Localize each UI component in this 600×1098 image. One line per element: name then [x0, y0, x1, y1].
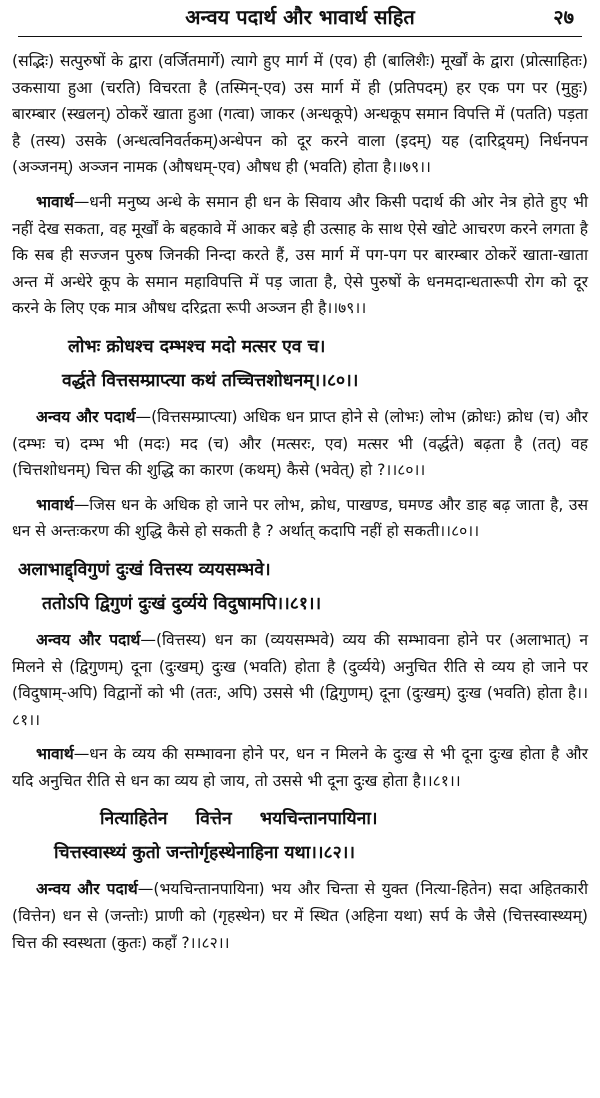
- paragraph-text: —(वित्तसम्प्राप्त्या) अधिक धन प्राप्त होने से (लोभः) लोभ (क्रोधः) क्रोध (च) और (दम्भः च) दम्भ भी (मदः) मद (च) और (मत्सरः, एव) मत्सर भी (वर्द्धते) बढ़ता है (तत्) वह (चित्तशोधनम्) चित्त की शुद्धि का कारण (कथम्) कैसे (भवेत्) हो ?।।८०।।: [12, 407, 588, 480]
- verse-line: अलाभाद्द्विगुणं दुःखं वित्तस्य व्ययसम्भवे।: [18, 559, 271, 580]
- page-number: २७: [553, 5, 574, 29]
- paragraph-text: —धन के व्यय की सम्भावना होने पर, धन न मिलने के दुःख से भी दूना दुःख होता है और यदि अनुचित रीति से धन का व्यय हो जाय, तो उससे भी दूना दुःख होता है।।८१।।: [12, 745, 588, 790]
- verse-line: लोभः क्रोधश्च दम्भश्च मदो मत्सर एव च।: [68, 336, 326, 357]
- section-label: अन्वय और पदार्थ: [36, 630, 141, 649]
- bhavarth-paragraph: [12, 492, 588, 545]
- anvay-paragraph: [12, 404, 588, 484]
- verse-line: चित्तस्वास्थ्यं कुतो जन्तोर्गृहस्थेनाहिना यथा।।८२।।: [54, 843, 355, 864]
- verse-82: [12, 802, 588, 870]
- page-content: [12, 48, 588, 956]
- paragraph-text: —(भयचिन्तानपायिना) भय और चिन्ता से युक्त (नित्या-हितेन) सदा अहितकारी (वित्तेन) धन से (जन्तोः) प्राणी को (गृहस्थेन) घर में स्थित (अहिना यथा) सर्प के जैसे (चित्तस्वास्थ्यम्) चित्त की स्वस्थता (कुतः) कहाँ ?।।८२।।: [12, 880, 588, 952]
- verse-81: [12, 553, 588, 621]
- anvay-paragraph: [12, 627, 588, 733]
- verse-80: [12, 330, 588, 398]
- paragraph-text: —(वित्तस्य) धन का (व्ययसम्भवे) व्यय की सम्भावना होने पर (अलाभात्) न मिलने से (द्विगुणम्) दूना (दुःखम्) दुःख (भवति) होता है (दुर्व्यये) अनुचित रीति से व्यय हो जाने पर (विदुषाम्-अपि) विद्वानों को भी (ततः, अपि) उससे भी (द्विगुणम्) दूना (दुःखम्) दुःख (भवति) होता है।।८१।।: [12, 630, 589, 729]
- section-label: भावार्थ: [36, 495, 74, 514]
- running-title: अन्वय पदार्थ और भावार्थ सहित: [185, 5, 415, 29]
- paragraph-text: (सद्भिः) सत्पुरुषों के द्वारा (वर्जितमार्गे) त्यागे हुए मार्ग में (एव) ही (बालिशैः) मूर्खों के द्वारा (प्रोत्साहितः) उकसाया हुआ (चरति) विचरता है (तस्मिन्-एव) उस मार्ग में ही (प्रतिपदम्) हर एक पग पर (मुहुः) बारम्बार (स्खलन्) ठोकरें खाता हुआ (गत्वा) जाकर (अन्धकूपे) अन्धकूप समान विपत्ति में (पतति) पड़ता है (तस्य) उसके (अन्धत्वनिवर्तकम्)अन्धेपन को दूर करने वाला (इदम्) यह (दारिद्र्यम्) निर्धनपन (अञ्जनम्) अञ्जन नामक (औषधम्-एव) औषध ही (भवति) होता है।।७९।।: [12, 52, 588, 177]
- paragraph-text: —जिस धन के अधिक हो जाने पर लोभ, क्रोध, पाखण्ड, घमण्ड और डाह बढ़ जाता है, उस धन से अन्तःकरण की शुद्धि कैसे हो सकती है ? अर्थात् कदापि नहीं हो सकती।।८०।।: [12, 495, 588, 541]
- verse-line: नित्याहितेन वित्तेन भयचिन्तानपायिना।: [100, 809, 378, 830]
- section-label: अन्वय और पदार्थ: [36, 407, 136, 426]
- bhavarth-paragraph: [12, 741, 588, 794]
- section-label: भावार्थ: [36, 192, 74, 211]
- section-label: अन्वय और पदार्थ: [36, 880, 138, 899]
- anvay-paragraph: [12, 876, 588, 956]
- section-label: भावार्थ: [36, 745, 74, 764]
- page-header: [12, 0, 588, 38]
- verse-line: ततोऽपि द्विगुणं दुःखं दुर्व्यये विदुषामपि।।८१।।: [42, 593, 322, 614]
- paragraph-text: —धनी मनुष्य अन्धे के समान ही धन के सिवाय और किसी पदार्थ की ओर नेत्र होते हुए भी नहीं देख सकता, वह मूर्खों के बहकावे में आकर बड़े ही उत्साह के साथ ऐसे खोटे आचरण करने लगता है कि सब ही सज्जन पुरुष जिनकी निन्दा करते हैं, उस मार्ग में पग-पग पर बारम्बार ठोकरें खाता-खाता अन्त में अन्धेरे कूप के समान महाविपत्ति में पड़ जाता है, ऐसे पुरुषों के धनमदान्धतारूपी रोग को दूर करने के लिए एक मात्र औषध दरिद्रता रूपी अञ्जन ही है।।७९।।: [12, 192, 588, 318]
- header-rule: [18, 36, 582, 37]
- bhavarth-paragraph: [12, 189, 588, 322]
- commentary-paragraph: [12, 48, 588, 181]
- verse-line: वर्द्धते वित्तसम्प्राप्त्या कथं तच्चित्तशोधनम्।।८०।।: [62, 370, 359, 391]
